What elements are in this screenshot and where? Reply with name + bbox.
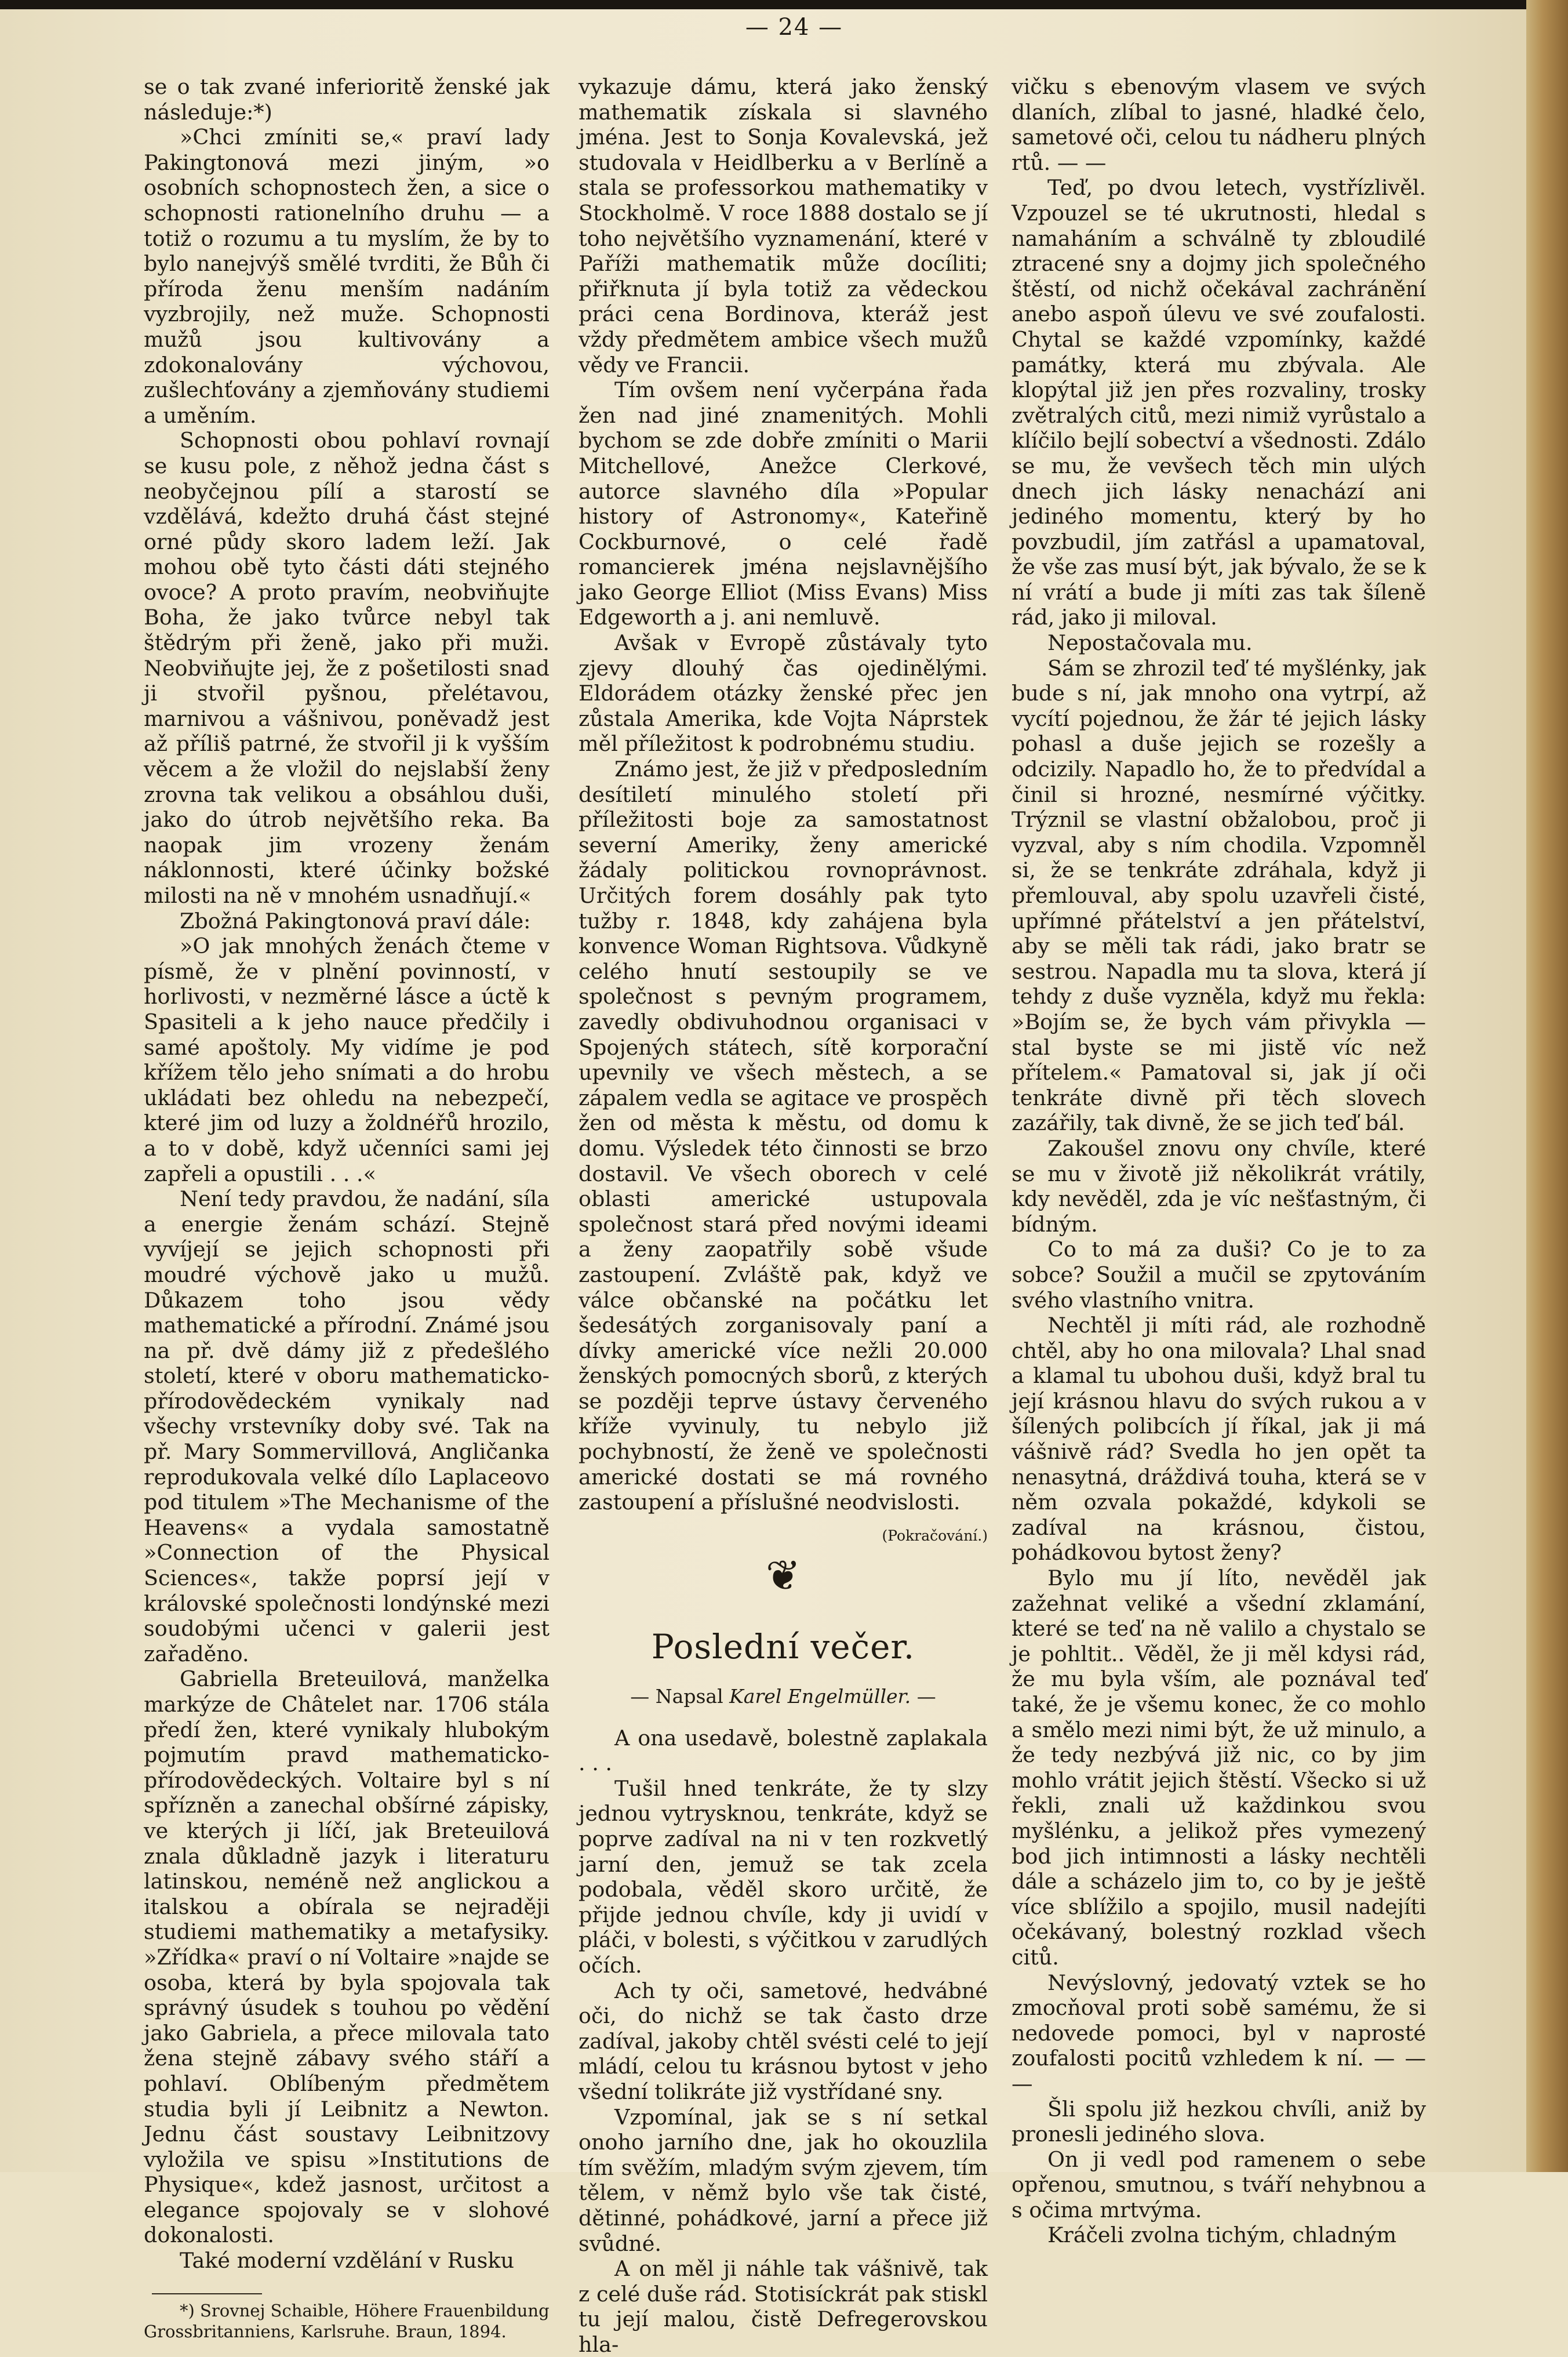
byline [579, 1684, 988, 1709]
story-title: Poslední večer. [651, 1627, 915, 1667]
story-paragraph: A on měl ji náhle tak vášnivě, tak z celé duše rád. Stotisíckrát pak stiskl tu její malou, čistě Defregerovskou hla- [579, 2256, 988, 2357]
story-paragraph: Bylo mu jí líto, nevěděl jak zažehnat veliké a všední zklamání, které se teď na ně valilo a chystalo se je pohltit.. Věděl, že ji měl kdysi rád, že mu byla vším, ale poznával teď také, že je všemu konec, že co mohlo a smělo mezi nimi být, že už minulo, a že tedy nezbývá již nic, co by jim mohlo vrátit jejich štěstí. Všecko si už řekli, znali už každinkou svou myšlénku, a jelikož přes vymezený bod jich intimnosti a lásky nechtěli dále a scházelo jim to, co by je ještě více sblížilo a spojilo, musil nadejíti očekávaný, bolestný rozklad všech citů. [1012, 1566, 1426, 1970]
story-paragraph: Kráčeli zvolna tichým, chladným [1047, 2222, 1397, 2248]
column-2 [579, 74, 988, 2357]
continued-note: (Pokračování.) [882, 1527, 988, 1544]
paragraph: Tím ovšem není vyčerpána řada žen nad jiné znamenitých. Mohli bychom se zde dobře zmíniti o Marii Mitchellové, Anežce Clerkové, autorce slavného díla »Popular history of Astronomy«, Kateřině Cockburnové, o celé řadě romancierek jména nejslavnějšího jako George Elliot (Miss Evans) Miss Edgeworth a j. ani nemluvě. [579, 377, 988, 630]
scan-right-edge [1526, 0, 1568, 2172]
paragraph: Schopnosti obou pohlaví rovnají se kusu pole, z něhož jedna část s neobyčejnou pílí a starostí se vzdělává, kdežto druhá část stejné orné půdy skoro ladem leží. Jak mohou obě tyto části dáti stejného ovoce? A proto pravím, neobviňujte Boha, že jako tvůrce nebyl tak štědrým při ženě, jako při muži. Neobviňujte jej, že z pošetilosti snad ji stvořil pyšnou, přelétavou, marnivou a vášnivou, poněvadž jest až příliš patrné, že stvořil ji k vyšším věcem a že vložil do nejslabší ženy zrovna tak velikou a obsáhlou duši, jako do útrob největšího reka. Ba naopak jim vrozeny ženám náklonnosti, které účinky božské milosti na ně v mnohém usnadňují.« [144, 428, 550, 908]
paragraph: Gabriella Breteuilová, manželka markýze de Châtelet nar. 1706 stála předí žen, které vynikaly hlubokým pojmutím pravd mathematicko-přírodovědeckých. Voltaire byl s ní spřízněn a zanechal obšírné zápisky, ve kterých ji líčí, jak Breteuilová znala důkladně jazyk i literaturu latinskou, neméně než anglickou a italskou a obírala se nejraději studiemi mathematiky a metafysiky. »Zřídka« praví o ní Voltaire »najde se osoba, která by byla spojovala tak správný úsudek s touhou po vědění jako Gabriela, a přece milovala tato žena stejně zábavy svého stáří a pohlaví. Oblíbeným předmětem studia byli jí Leibnitz a Newton. Jednu část soustavy Leibnitzovy vyložila ve spisu »Institutions de Physique«, kdež jasnost, určitost a elegance spojovaly se v slohové dokonalosti. [144, 1666, 550, 2248]
byline-author: Karel Engelmüller. [729, 1685, 911, 1708]
story-paragraph: Šli spolu již hezkou chvíli, aniž by pronesli jediného slova. [1012, 2096, 1426, 2147]
paragraph: se o tak zvané inferioritě ženské jak následuje:*) [144, 74, 550, 125]
paragraph: Zbožná Pakingtonová praví dále: [180, 908, 531, 934]
byline-prefix: — Napsal [630, 1685, 723, 1708]
column-3 [1012, 74, 1426, 2248]
story-paragraph: Vzpomínal, jak se s ní setkal onoho jarního dne, jak ho okouzlila tím svěžím, mladým svým zjevem, tím tělem, v němž bylo vše tak čisté, dětinné, pohádkové, jarní a přece již svůdné. [579, 2104, 988, 2256]
footnote: *) Srovnej Schaible, Höhere Frauenbildung Grossbritanniens, Karlsruhe. Braun, 1894. [144, 2300, 550, 2341]
story-paragraph: Nepostačovala mu. [1047, 630, 1253, 656]
story-paragraph: Teď, po dvou letech, vystřízlivěl. Vzpouzel se té ukrutnosti, hledal s namaháním a schválně ty zbloudilé ztracené sny a dojmy jich společného štěstí, od nichž očekával zachránění anebo aspoň úlevu ve své zoufalosti. Chytal se každé vzpomínky, každé památky, která mu zbývala. Ale klopýtal již jen přes rozvaliny, trosky zvětralých citů, mezi nimiž vyrůstalo a klíčilo bejlí sobectví a všednosti. Zdálo se mu, že vevšech těch min ulých dnech jich lásky nenachází ani jediného momentu, který by ho povzbudil, jím zatřásl a upamatoval, že vše zas musí být, jak bývalo, že se k ní vrátí a bude ji míti zas tak šíleně rád, jako ji miloval. [1012, 175, 1426, 630]
story-paragraph: Tušil hned tenkráte, že ty slzy jednou vytrysknou, tenkráte, když se poprve zadíval na ni v ten rozkvetlý jarní den, jemuž se tak zcela podobala, věděl skoro určitě, že přijde jednou chvíle, kdy ji uvidí v pláči, v bolesti, s výčitkou v zarudlých očích. [579, 1775, 988, 1978]
paragraph: Avšak v Evropě zůstávaly tyto zjevy dlouhý čas ojedinělými. Eldorádem otázky ženské přec jen zůstala Amerika, kde Vojta Náprstek měl příležitost k podrobnému studiu. [579, 630, 988, 757]
fleuron-ornament-icon: ❦ [765, 1551, 801, 1600]
column-1 [144, 74, 550, 2342]
story-paragraph: On ji vedl pod ramenem o sebe opřenou, smutnou, s tváří nehybnou a s očima mrtvýma. [1012, 2147, 1426, 2222]
story-paragraph: Ach ty oči, sametové, hedvábné oči, do nichž se tak často drze zadíval, jakoby chtěl svésti celé to její mládí, celou tu krásnou bytost v jeho všední tolikráte již vystřídané sny. [579, 1978, 988, 2104]
story-paragraph: Sám se zhrozil teď té myšlénky, jak bude s ní, jak mnoho ona vytrpí, až vycítí pojednou, že žár té jejich lásky pohasl a duše jejich se rozešly a odcizily. Napadlo ho, že to předvídal a činil si hrozné, nesmírné výčitky. Trýznil se vlastní obžalobou, proč ji vyzval, aby s ním chodila. Vzpomněl si, že se tenkráte zdráhala, když ji přemlouval, aby spolu uzavřeli čisté, upřímné přátelství a jen přátelství, aby se měli tak rádi, jako bratr se sestrou. Napadla mu ta slova, která jí tehdy z duše vyzněla, když mu řekla: »Bojím se, že bych vám přivykla — stal byste se mi jistě víc než přítelem.« Pamatoval si, jak jí oči tenkráte divně při těch slovech zazářily, tak divně, že se jich teď bál. [1012, 655, 1426, 1136]
paragraph: »Chci zmíniti se,« praví lady Pakingtonová mezi jiným, »o osobních schopnostech žen, a sice o schopnosti rationelního druhu — a totiž o rozumu a tu myslím, že by to bylo nanejvýš smělé tvrditi, že Bůh či příroda ženu menším nadáním vyzbrojily, než muže. Schopnosti mužů jsou kultivovány a zdokonalovány výchovou, zušlechťovány a zjemňovány studiemi a uměním. [144, 125, 550, 428]
footnote-rule [152, 2293, 262, 2294]
byline-suffix: — [916, 1685, 936, 1708]
paragraph: Není tedy pravdou, že nadání, síla a energie ženám schází. Stejně vyvíjejí se jejich schopnosti při moudré výchově jako u mužů. Důkazem toho jsou vědy mathematické a přírodní. Známé jsou na př. dvě dámy již z předešlého století, které v oboru mathematicko-přírodovědeckém vynikaly nad všechy vrstevníky doby své. Tak na př. Mary Sommervillová, Angličanka reprodukovala velké dílo Laplaceovo pod titulem »The Mechanisme of the Heavens« a vydala samostatně »Connection of the Physical Sciences«, takže poprsí její v královské společnosti londýnské mezi soudobými učenci v galerii jest zařaděno. [144, 1186, 550, 1666]
story-paragraph: Nevýslovný, jedovatý vztek se ho zmocňoval proti sobě samému, že si nedovede pomoci, byl v naprosté zoufalosti pocitů vzhledem k ní. — — — [1012, 1970, 1426, 2096]
scan-top-edge [0, 0, 1568, 9]
story-paragraph: A ona usedavě, bolestně zaplakala . . . [579, 1725, 988, 1776]
story-paragraph: vičku s ebenovým vlasem ve svých dlaních, zlíbal to jasné, hladké čelo, sametové oči, celou tu nádheru plných rtů. — — [1012, 74, 1426, 175]
story-paragraph: Co to má za duši? Co je to za sobce? Soužil a mučil se zpytováním svého vlastního vnitra. [1012, 1237, 1426, 1313]
story-paragraph: Nechtěl ji míti rád, ale rozhodně chtěl, aby ho ona milovala? Lhal snad a klamal tu ubohou duši, když bral tu její krásnou hlavu do svých rukou a v šílených polibcích jí říkal, jak ji má vášnivě rád? Svedla ho jen opět ta nenasytná, dráždivá touha, která se v něm ozvala pokaždé, kdykoli se zadíval na krásnou, čistou, pohádkovou bytost ženy? [1012, 1313, 1426, 1566]
paragraph: vykazuje dámu, která jako ženský mathematik získala si slavného jména. Jest to Sonja Kovalevská, jež studovala v Heidlberku a v Berlíně a stala se professorkou mathematiky v Stockholmě. V roce 1888 dostalo se jí toho největšího vyznamenání, které v Paříži mathematik může docíliti; přiřknuta jí byla totiž za vědeckou práci cena Bordinova, kteráž jest vždy předmětem ambice všech mužů vědy ve Francii. [579, 74, 988, 377]
paragraph: Známo jest, že již v předposledním desítiletí minulého století při příležitosti boje za samostatnost severní Ameriky, ženy americké žádaly politickou rovnoprávnost. Určitých forem dosáhly pak tyto tužby r. 1848, kdy zahájena byla konvence Woman Rightsova. Vůdkyně celého hnutí sestoupily se ve společnost s pevným programem, zavedly obdivuhodnou organisaci v Spojených státech, sítě korporační upevnily ve všech městech, a se zápalem vedla se agitace ve prospěch žen od města k městu, od domu k domu. Výsledek této činnosti se brzo dostavil. Ve všech oborech v celé oblasti americké ustupovala společnost stará před novými ideami a ženy zaopatřily sobě všude zastoupení. Zvláště pak, když ve válce občanské na počátku let šedesátých zorganisovaly paní a dívky americké více nežli 20.000 ženských pomocných sborů, z kterých se později teprve ústavy červeného kříže vyvinuly, tu nebylo již pochybností, že ženě ve společnosti americké dostati se má rovného zastoupení a příslušné neodvislosti. [579, 757, 988, 1515]
page-number: — 24 — [745, 14, 843, 41]
paragraph: Také moderní vzdělání v Rusku [180, 2248, 514, 2274]
story-paragraph: Zakoušel znovu ony chvíle, které se mu v životě již několikrát vrátily, kdy nevěděl, zda je víc nešťastným, či bídným. [1012, 1135, 1426, 1237]
paragraph: »O jak mnohých ženách čteme v písmě, že v plnění povinností, v horlivosti, v nezměrné lásce a úctě k Spasiteli a k jeho nauce předčily i samé apoštoly. My vidíme je pod křížem tělo jeho snímati a do hrobu ukládati bez ohledu na nebezpečí, které jim od luzy a žoldnéřů hrozilo, a to v době, když učenníci sami jej zapřeli a opustili . . .« [144, 934, 550, 1186]
